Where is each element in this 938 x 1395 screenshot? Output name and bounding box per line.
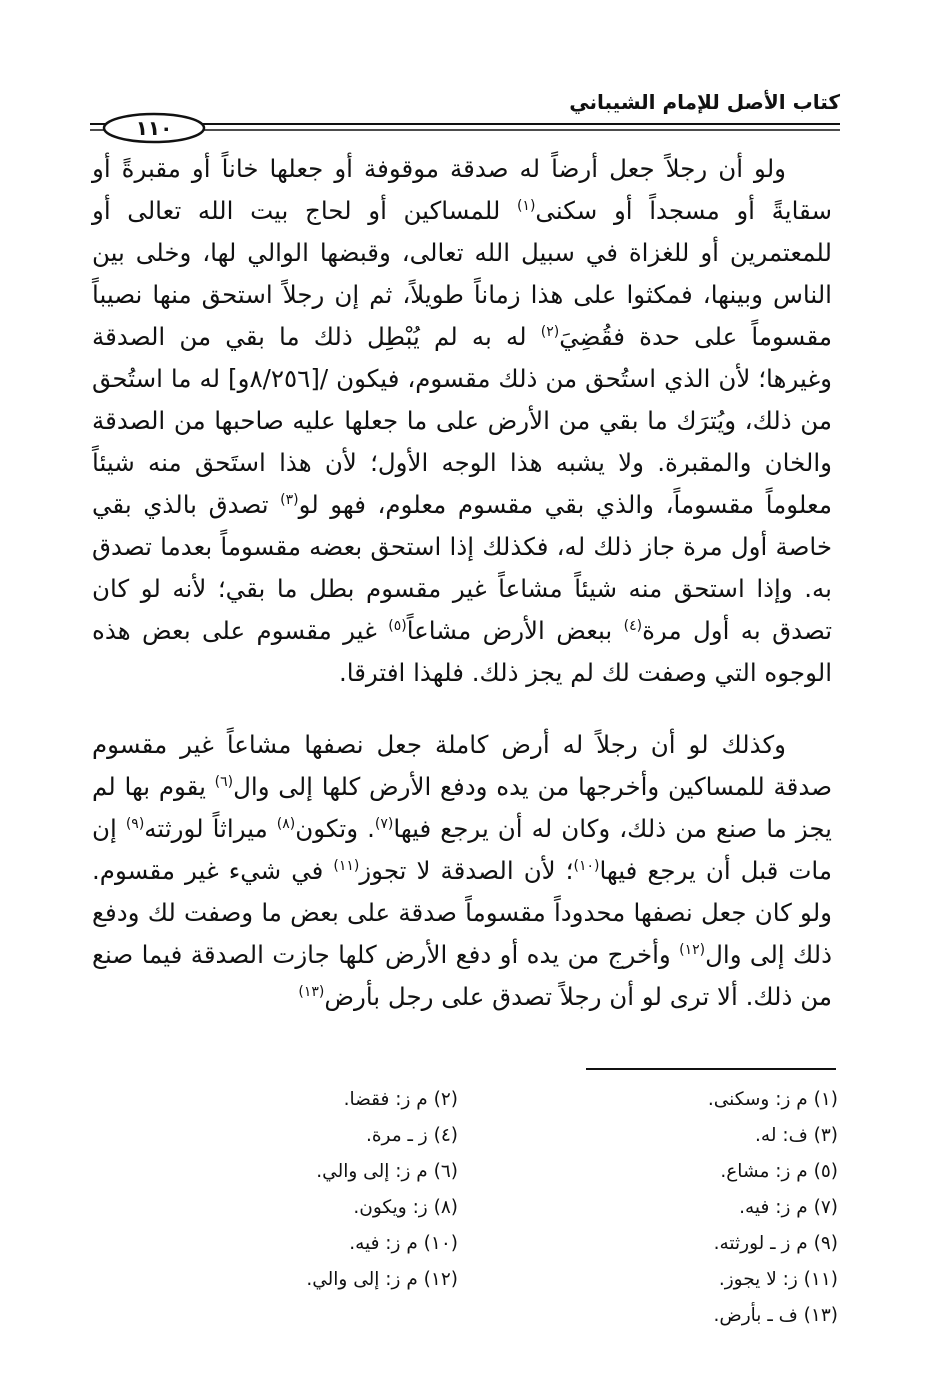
text-run: ببعض الأرض مشاعاً <box>406 616 624 645</box>
paragraph-1 <box>92 148 832 694</box>
main-text <box>92 148 832 1018</box>
footnote: (١٠) م ز: فيه. <box>349 1233 458 1254</box>
text-run: ؛ لأن الصدقة لا تجوز <box>359 856 574 885</box>
text-run: غير مقسوم على بعض هذه الوجوه التي وصفت لك لم يجز ذلك. فلهذا افترقا. <box>92 616 832 687</box>
footnote-ref: (١٢) <box>679 941 706 958</box>
footnote-ref: (٤) <box>623 617 643 634</box>
footnote: (٣) ف: له. <box>755 1125 838 1146</box>
paragraph-2 <box>92 724 832 1018</box>
footnote: (٧) م ز: فيه. <box>739 1197 838 1218</box>
footnote: (١) م ز: وسكنى. <box>707 1089 838 1110</box>
footnote: (٦) م ز: إلى والي. <box>316 1161 458 1182</box>
text-run: ولو أن رجلاً جعل أرضاً له صدقة موقوفة أو جعلها خاناً أو مقبرةً أو سقايةً أو مسجداً أو سكنى <box>92 154 832 225</box>
text-run: له به لم يُبْطِل ذلك ما بقي من الصدقة وغيرها؛ لأن الذي استُحق من ذلك مقسوم، فيكون /[٨/٢٥٦و] له ما استُحق من ذلك، ويُترَك ما بقي من الأرض على ما جعلها عليه صاحبها من الصدقة والخان والمقبرة. ولا يشبه هذا الوجه الأول؛ لأن هذا استَحق منه شيئاً معلوماً مقسوماً، والذي بقي مقسوم معلوم، فهو لو <box>92 322 832 519</box>
text-run: تصدق بالذي بقي خاصة أول مرة جاز ذلك له، فكذلك إذا استحق بعضه مقسوماً بعدما تصدق به. وإذا استحق منه شيئاً مشاعاً غير مقسوم بطل ما بقي؛ لأنه لو كان تصدق به أول مرة <box>92 490 833 645</box>
footnote: (٩) م ز ـ لورثته. <box>713 1233 838 1254</box>
footnote-ref: (١٠) <box>573 857 600 874</box>
text-run: وأخرج من يده أو دفع الأرض كلها جازت الصدقة فيما صنع من ذلك. ألا ترى لو أن رجلاً تصدق على رجل بأرض <box>92 940 832 1011</box>
footnote-ref: (٥) <box>388 617 407 634</box>
footnote-ref: (١١) <box>333 857 360 874</box>
footnote-ref: (٧) <box>374 815 394 832</box>
text-run: يقوم بها لم يجز ما صنع من ذلك، وكان له أن يرجع فيها <box>92 772 832 843</box>
footnote-ref: (٩) <box>125 815 145 832</box>
footnote: (١٣) ف ـ بأرض. <box>713 1305 838 1326</box>
footnote: (٥) م ز: مشاع. <box>720 1161 838 1182</box>
footnotes-column-left <box>128 1082 458 1298</box>
footnote-ref: (١٣) <box>298 983 325 1000</box>
text-run: في شيء غير مقسوم. ولو كان جعل نصفها محدوداً مقسوماً صدقة على بعض ما وصفت لك ودفع ذلك إلى وال <box>92 856 832 969</box>
text-run: إن مات قبل أن يرجع فيها <box>92 814 832 885</box>
text-run: ميراثاً لورثته <box>144 814 277 843</box>
footnote-ref: (٢) <box>540 323 560 340</box>
page-header <box>90 88 840 144</box>
book-title: كتاب الأصل للإمام الشيباني <box>569 90 840 114</box>
footnote: (٤) ز ـ مرة. <box>365 1125 458 1146</box>
page-number: ١١٠ <box>135 116 173 140</box>
footnote-ref: (٦) <box>214 773 234 790</box>
text-run: وكذلك لو أن رجلاً له أرض كاملة جعل نصفها مشاعاً غير مقسوم صدقة للمساكين وأخرجها من يده ودفع الأرض كلها إلى وال <box>92 730 833 801</box>
footnote-ref: (٨) <box>276 815 296 832</box>
footnote: (١٢) م ز: إلى والي. <box>306 1269 458 1290</box>
footnote: (٢) م ز: فقضا. <box>343 1089 458 1110</box>
footnote: (١١) ز: لا يجوز. <box>718 1269 838 1290</box>
footnote: (٨) ز: ويكون. <box>353 1197 458 1218</box>
text-run: . وتكون <box>295 814 375 843</box>
footnotes-column-right <box>508 1082 838 1334</box>
footnote-separator <box>586 1068 836 1070</box>
text-run: للمساكين أو لحاج بيت الله تعالى أو للمعتمرين أو للغزاة في سبيل الله تعالى، وقبضها الوالي لها، وخلى بين الناس وبينها، فمكثوا على هذا زماناً طويلاً، ثم إن رجلاً استحق منها نصيباً مقسوماً على حدة فقُضِيَ <box>92 196 832 351</box>
footnote-ref: (١) <box>516 197 536 214</box>
footnote-ref: (٣) <box>280 491 299 508</box>
